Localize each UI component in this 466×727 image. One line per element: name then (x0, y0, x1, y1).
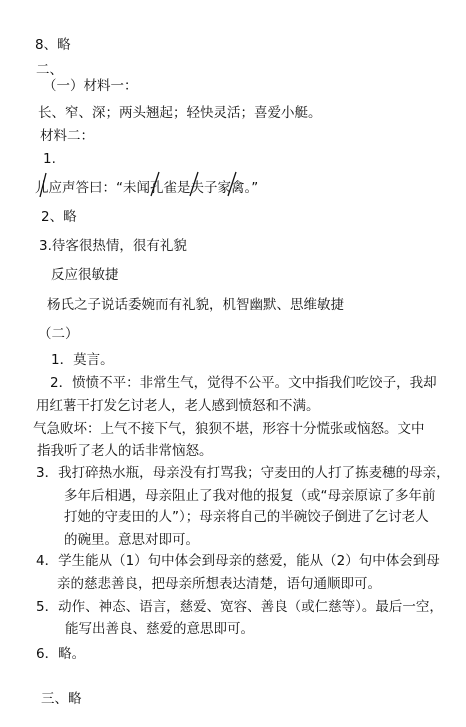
slash-marks (0, 170, 466, 200)
slash-mark-4 (228, 172, 236, 196)
part2-item-3-cont-3: 的碗里。意思对即可。 (64, 532, 199, 548)
item-3-answer: 3.待客很热情，很有礼貌 (39, 238, 187, 254)
material-two-heading: 材料二： (40, 128, 94, 144)
slash-mark-1 (40, 173, 46, 197)
slash-mark-3 (190, 172, 198, 196)
material-one-heading: （一）材料一： (43, 78, 138, 94)
part2-item-3: 3．我打碎热水瓶，母亲没有打骂我；守麦田的人打了拣麦穗的母亲， (36, 465, 450, 481)
quote-sentence: 儿应声答曰：“未闻孔雀是夫子家禽。” (35, 180, 259, 196)
section-two-heading: 二、 (36, 62, 63, 78)
item-1-number: 1. (43, 151, 56, 167)
part-two-heading: （二） (38, 326, 79, 342)
part2-item-2: 2．愤愤不平：非常生气，觉得不公平。文中指我们吃饺子，我却 (50, 375, 437, 391)
part2-item-4-cont: 亲的慈悲善良，把母亲所想表达清楚，语句通顺即可。 (57, 576, 381, 592)
part2-item-6: 6．略。 (36, 646, 86, 662)
part2-item-3-cont-1: 多年后相遇，母亲阻止了我对他的报复（或“母亲原谅了多年前 (64, 488, 436, 504)
material-one-answer: 长、窄、深；两头翘起；轻快灵活；喜爱小艇。 (38, 105, 322, 121)
line-8: 8、略 (35, 37, 71, 53)
part2-item-5-cont: 能写出善良、慈爱的意思即可。 (65, 621, 254, 637)
line-2-omitted: 2、略 (41, 209, 77, 225)
part2-item-4: 4．学生能从（1）句中体会到母亲的慈爱，能从（2）句中体会到母 (36, 553, 440, 569)
part2-item-2-b: 气急败坏：上气不接下气，狼狈不堪，形容十分慌张或恼怒。文中 (33, 421, 425, 437)
part2-item-5: 5．动作、神态、语言，慈爱、宽容、善良（或仁慈等）。最后一空， (36, 599, 443, 615)
part2-item-3-cont-2: 打她的守麦田的人”）；母亲将自己的半碗饺子倒进了乞讨老人 (64, 509, 429, 525)
item-3-answer-2: 反应很敏捷 (51, 267, 119, 283)
item-3-answer-3: 杨氏之子说话委婉而有礼貌，机智幽默、思维敏捷 (47, 297, 344, 313)
part2-item-1: 1．莫言。 (51, 352, 114, 368)
part2-item-2-b-cont: 指我听了老人的话非常恼怒。 (37, 443, 213, 459)
part2-item-2-cont: 用红薯干打发乞讨老人，老人感到愤怒和不满。 (36, 398, 320, 414)
slash-mark-2 (151, 172, 159, 196)
section-three: 三、略 (41, 691, 82, 707)
